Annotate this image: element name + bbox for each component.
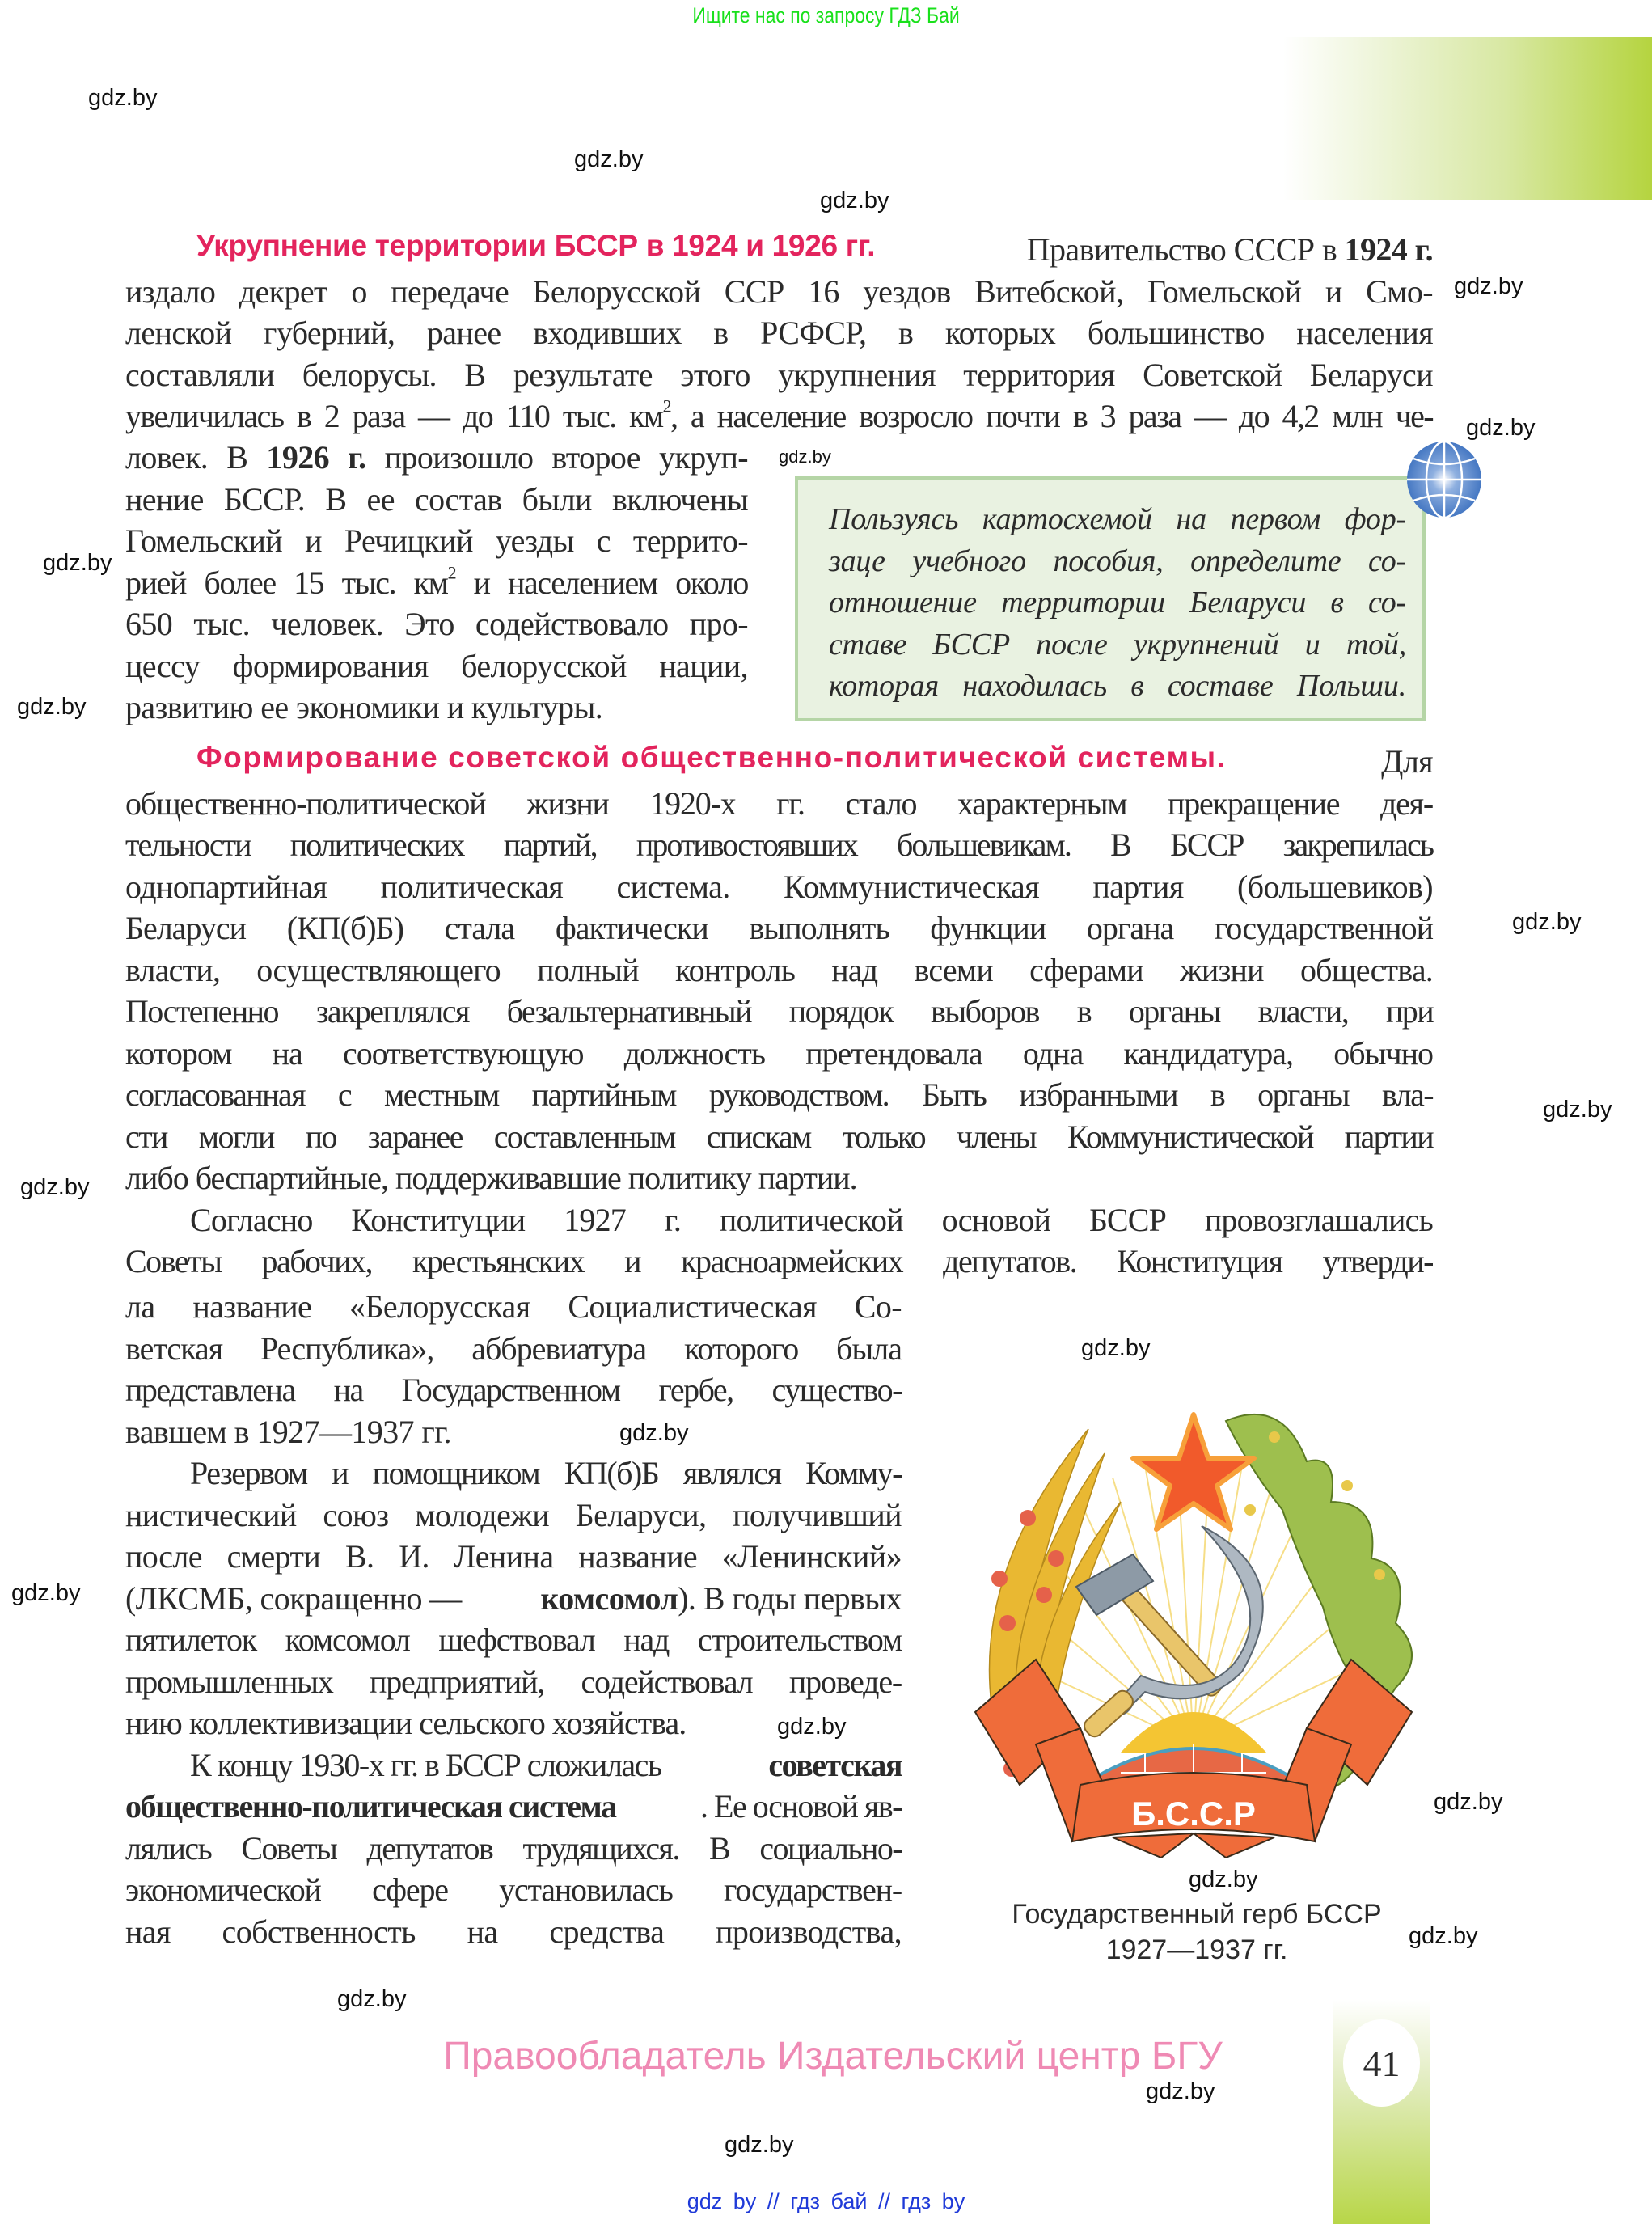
watermark: gdz.by [1512,909,1582,935]
text-line: Беларуси (КП(б)Б) стала фактически выполнять функции органа государственной [125,910,1433,946]
text-line: нию коллективизации сельского хозяйства. [125,1705,687,1741]
copyright-holder: Правообладатель Издательский центр БГУ [443,2035,1223,2078]
watermark: gdz.by [1466,415,1536,441]
text-line: увеличилась в 2 раза — до 110 тыс. $км^2$, а население возросло почти в 3 раза — до 4,2 млн че- [125,395,1433,434]
text-line: лялись Советы депутатов трудящихся. В социально- [125,1829,902,1867]
watermark: gdz.by [11,1580,81,1606]
watermark: gdz.by [574,146,644,172]
text-line: либо беспартийные, поддерживавшие политику партии. [125,1160,857,1196]
text-line: Для [1381,743,1433,780]
section-heading: Формирование советской общественно-политической системы. [196,741,1227,774]
text-line: согласованная с местным партийным руководством. Быть избранными в органы вла- [125,1076,1433,1113]
text-line: ла название «Белорусская Социалистическая Со- [125,1288,902,1325]
text-line: Резервом и помощником КП(б)Б являлся Комму- [190,1455,902,1491]
text-line: общественно-политической жизни 1920-х гг. стало характерным прекращение дея- [125,784,1433,822]
task-line: заце учебного пособия, определите со- [829,543,1406,578]
text-line: общественно-политическая система . Ее основой яв- [125,1788,902,1824]
corner-gradient-decoration [1283,37,1652,200]
watermark: gdz.by [725,2132,794,2158]
text-line: ная собственность на средства производства, [125,1913,902,1950]
watermark: gdz.by [1409,1923,1478,1949]
watermark: gdz.by [1146,2078,1215,2104]
watermark: gdz.by [1081,1335,1151,1361]
text-line: представлена на Государственном гербе, существо- [125,1372,902,1408]
text-line: власти, осуществляющего полный контроль над всеми сферами жизни общества. [125,951,1433,988]
text-line: сти могли по заранее составленным спискам только члены Коммунистической партии [125,1118,1433,1155]
text-line: промышленных предприятий, содействовал проведе- [125,1663,902,1700]
watermark: gdz.by [1454,273,1523,299]
text-line: котором на соответствующую должность претендовала одна кандидатура, обычно [125,1034,1433,1072]
top-banner: Ищите нас по запросу ГДЗ Бай [692,3,960,27]
text-line: Согласно Конституции 1927 г. политической основой БССР провозглашались [190,1201,1433,1238]
watermark: gdz.by [779,446,831,467]
text-line: однопартийная политическая система. Коммунистическая партия (большевиков) [125,868,1433,905]
text-line: К концу 1930-х гг. в БССР сложилась советская [190,1746,902,1783]
task-line: ставе БССР после укрупнений и той, [829,627,1406,662]
text-line: Советы рабочих, крестьянских и красноармейских депутатов. Конституция утверди- [125,1243,1433,1279]
task-box [795,476,1426,721]
watermark: gdz.by [337,1986,407,2012]
watermark: gdz.by [820,188,889,214]
left-column-text [125,1286,902,1952]
section-heading-line [125,229,1433,271]
text-line: 650 тыс. человек. Это содействовало про- [125,606,748,642]
globe-icon [1405,441,1483,518]
text-line: цессу формирования белорусской нации, [125,647,748,684]
bssr-emblem-image [959,1364,1428,1858]
text-line: Правительство СССР в 1924 г. [1026,231,1433,268]
text-line: тельности политических партий, противостоявших большевикам. В БССР закрепилась [125,827,1433,863]
section-heading: Укрупнение территории БССР в 1924 и 1926 гг. [196,229,876,262]
watermark: gdz.by [619,1420,689,1446]
figure-caption [954,1896,1439,1968]
text-line: вавшем в 1927—1937 гг. [125,1413,451,1450]
text-line: после смерти В. И. Ленина название «Ленинский» [125,1538,902,1575]
watermark: gdz.by [1189,1867,1258,1892]
caption-title: Государственный герб БССР [1012,1899,1382,1930]
text-line: ветская Республика», аббревиатура которого была [125,1330,902,1367]
watermark: gdz.by [88,85,158,111]
section-territory-narrow [125,437,748,729]
text-line: нистический союз молодежи Беларуси, получивший [125,1496,902,1533]
caption-years: 1927—1937 гг. [1105,1934,1288,1965]
text-line: Постепенно закреплялся безальтернативный порядок выборов в органы власти, при [125,993,1433,1030]
text-line: развитию ее экономики и культуры. [125,689,603,725]
section-territory [125,229,1433,438]
text-line: (ЛКСМБ, сокращенно — комсомол). В годы первых [125,1579,902,1617]
text-line: ленской губерний, ранее входивших в РСФСР, в которых большинство населения [125,315,1433,351]
text-line: пятилеток комсомол шефствовал над строительством [125,1621,902,1658]
watermark: gdz.by [1434,1789,1503,1815]
section-heading-line [125,741,1433,783]
emblem-label: Б.С.С.Р [1131,1795,1256,1833]
text-line: рией более 15 тыс. $км^2$ и населением около [125,561,748,601]
task-line: отношение территории Беларуси в со- [829,586,1406,619]
watermark: gdz.by [43,550,112,576]
text-line: экономической сфере установилась государствен- [125,1871,902,1908]
text-line: издало декрет о передаче Белорусской ССР 16 уездов Витебской, Гомельской и Смо- [125,273,1433,310]
watermark: gdz.by [20,1174,90,1200]
task-line: которая находилась в составе Польши. [829,669,1406,703]
task-line: Пользуясь картосхемой на первом фор- [829,502,1406,536]
watermark: gdz.by [777,1714,847,1740]
page-number: 41 [1343,2019,1420,2107]
watermark: gdz.by [1543,1097,1612,1123]
text-line: Гомельский и Речицкий уезды с террито- [125,522,748,559]
task-text [829,499,1406,708]
text-line: ловек. В 1926 г. произошло второе укруп- [125,439,748,476]
section-political-system [125,741,1433,1283]
text-line: нение БССР. В ее состав были включены [125,480,748,518]
watermark: gdz.by [17,694,87,720]
text-line: составляли белорусы. В результате этого укрупнения территория Советской Беларуси [125,356,1433,393]
footer-links[interactable]: gdz by // гдз бай // гдз by [687,2189,965,2213]
